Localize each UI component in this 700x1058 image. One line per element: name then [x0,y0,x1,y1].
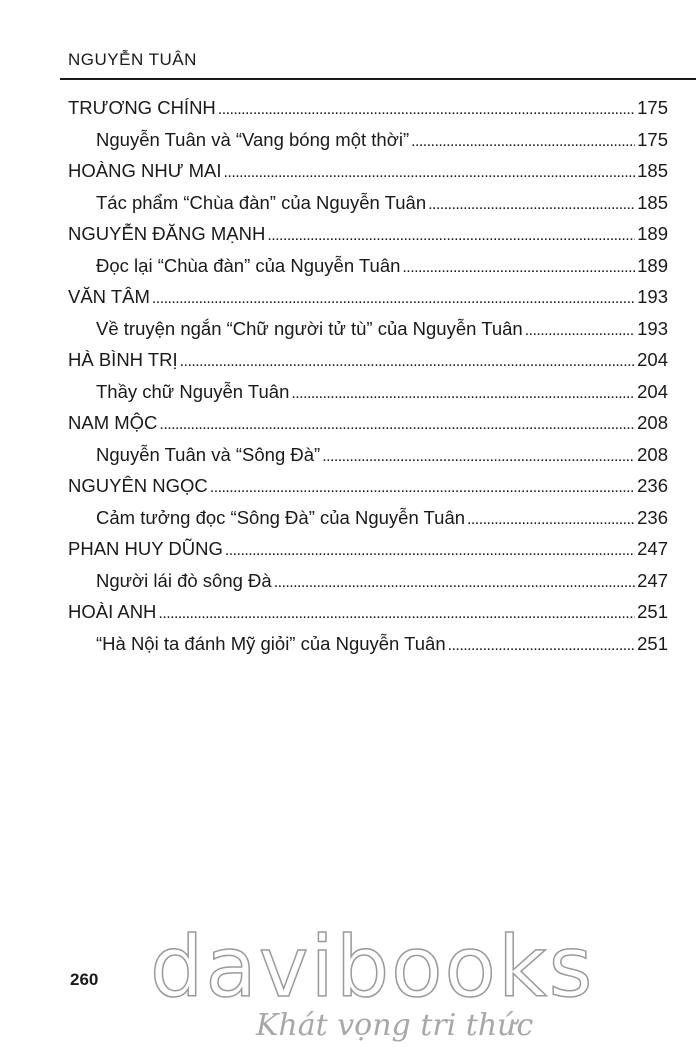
toc-entry-page: 204 [637,380,668,402]
toc-entry-title: Nguyễn Tuân và “Vang bóng một thời” [96,128,410,150]
toc-entry-article [68,250,668,282]
toc-entry-title: Cảm tưởng đọc “Sông Đà” của Nguyễn Tuân [96,506,466,528]
leader-dots [152,281,635,315]
toc-entry-article [68,565,668,597]
toc-entry-page: 236 [637,506,668,528]
leader-dots [411,124,635,158]
toc-entry-article [68,124,668,156]
leader-dots [291,376,635,410]
toc-entry-author [68,470,668,502]
leader-dots [210,470,635,504]
toc-entry-title: Đọc lại “Chùa đàn” của Nguyễn Tuân [96,254,401,276]
leader-dots [428,187,635,221]
toc-entry-title: Người lái đò sông Đà [96,569,272,591]
toc-entry-title: NGUYỄN ĐĂNG MẠNH [68,223,266,244]
toc-entry-title: VĂN TÂM [68,286,150,307]
toc-entry-title: HÀ BÌNH TRỊ [68,349,178,370]
toc-entry-author [68,407,668,439]
toc-entry-page: 247 [637,538,668,559]
leader-dots [225,533,635,567]
toc-entry-page: 251 [637,601,668,622]
toc-entry-article [68,628,668,660]
toc-entry-page: 185 [637,191,668,213]
leader-dots [224,155,636,189]
toc-entry-page: 251 [637,632,668,654]
leader-dots [159,407,635,441]
leader-dots [525,313,635,347]
toc-entry-page: 208 [637,412,668,433]
watermark-brand: davibooks [150,918,595,1016]
toc-entry-title: NAM MỘC [68,412,158,433]
leader-dots [158,596,635,630]
toc-entry-title: “Hà Nội ta đánh Mỹ giỏi” của Nguyễn Tuân [96,632,446,654]
toc-entry-title: PHAN HUY DŨNG [68,538,223,559]
toc-entry-page: 193 [637,317,668,339]
toc-entry-page: 175 [637,97,668,118]
toc-entry-article [68,187,668,219]
toc-entry-page: 208 [637,443,668,465]
header-rule [60,78,696,80]
toc-entry-page: 193 [637,286,668,307]
toc-entry-title: NGUYÊN NGỌC [68,475,208,496]
toc-entry-author [68,92,668,124]
toc-entry-title: Thầy chữ Nguyễn Tuân [96,380,290,402]
leader-dots [267,218,635,252]
toc-entry-title: Nguyễn Tuân và “Sông Đà” [96,443,321,465]
leader-dots [274,565,635,599]
page-number: 260 [70,970,99,989]
toc-entry-page: 175 [637,128,668,150]
leader-dots [467,502,635,536]
toc-entry-page: 247 [637,569,668,591]
toc-entry-page: 236 [637,475,668,496]
toc-entry-page: 185 [637,160,668,181]
toc-entry-title: TRƯƠNG CHÍNH [68,97,216,118]
toc-entry-article [68,376,668,408]
toc-entry-article [68,313,668,345]
table-of-contents [68,92,668,659]
toc-entry-title: Về truyện ngắn “Chữ người tử tù” của Nguyễn Tuân [96,317,523,339]
toc-entry-title: HOÀNG NHƯ MAI [68,160,222,181]
toc-entry-author [68,281,668,313]
leader-dots [218,92,635,126]
toc-entry-article [68,502,668,534]
leader-dots [322,439,635,473]
leader-dots [402,250,635,284]
leader-dots [448,628,635,662]
watermark [150,918,620,1058]
toc-entry-title: Tác phẩm “Chùa đàn” của Nguyễn Tuân [96,191,427,213]
toc-entry-page: 204 [637,349,668,370]
toc-entry-page: 189 [637,223,668,244]
toc-entry-author [68,344,668,376]
running-header: NGUYỄN TUÂN [68,50,197,69]
toc-entry-title: HOÀI ANH [68,601,157,622]
toc-entry-author [68,155,668,187]
toc-entry-author [68,596,668,628]
toc-entry-page: 189 [637,254,668,276]
toc-entry-author [68,218,668,250]
watermark-slogan: Khát vọng tri thức [256,1008,534,1043]
toc-entry-author [68,533,668,565]
toc-entry-article [68,439,668,471]
leader-dots [180,344,635,378]
